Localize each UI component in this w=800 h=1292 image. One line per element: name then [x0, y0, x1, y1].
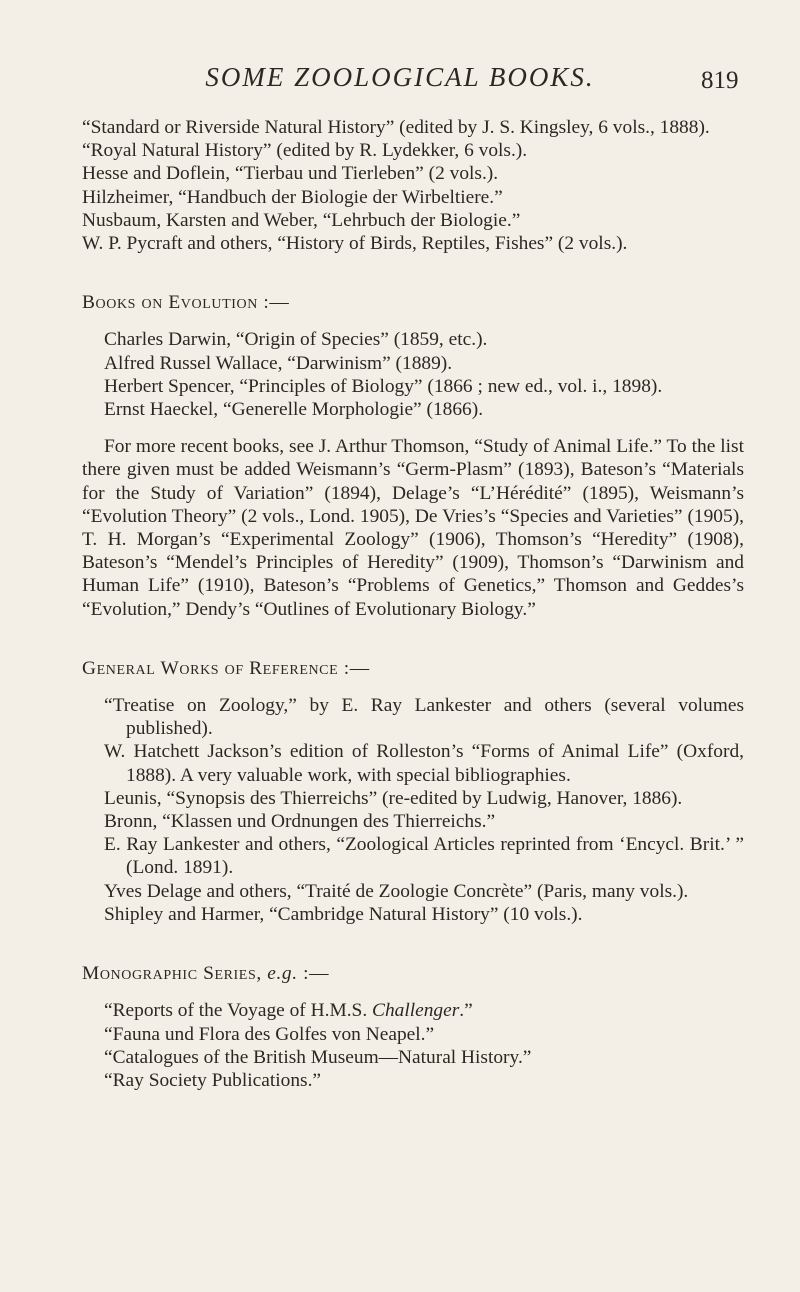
- section-heading-reference: General Works of Reference :—: [82, 657, 370, 679]
- list-item: W. Hatchett Jackson’s edition of Rolleston’s “Forms of Animal Life” (Oxford, 1888). A very valuable work, with special bibliographies.: [104, 741, 744, 786]
- list-item: Alfred Russel Wallace, “Darwinism” (1889).: [104, 352, 453, 374]
- entry-text: “Reports of the Voyage of H.M.S.: [104, 1000, 373, 1022]
- section-heading-monographic: [82, 962, 744, 985]
- list-item: “Treatise on Zoology,” by E. Ray Lankester and others (several volumes published).: [104, 695, 744, 740]
- section-heading-evolution: Books on Evolution :—: [82, 292, 290, 314]
- natural-history-list: [82, 116, 744, 255]
- evolution-list: [82, 328, 744, 421]
- list-item: “Royal Natural History” (edited by R. Lydekker, 6 vols.).: [82, 140, 528, 162]
- list-item: Hesse and Doflein, “Tierbau und Tierleben” (2 vols.).: [82, 163, 499, 185]
- list-item: “Ray Society Publications.”: [104, 1069, 322, 1091]
- ship-name: Challenger: [372, 1000, 460, 1022]
- list-item: “Catalogues of the British Museum—Natural History.”: [104, 1046, 532, 1068]
- list-item: Hilzheimer, “Handbuch der Biologie der Wirbeltiere.”: [82, 186, 503, 208]
- evolution-paragraph-wrap: [82, 435, 744, 621]
- list-item: “Fauna und Flora des Golfes von Neapel.”: [104, 1023, 435, 1045]
- list-item: Herbert Spencer, “Principles of Biology” (1866 ; new ed., vol. i., 1898).: [104, 375, 663, 397]
- list-item: Nusbaum, Karsten and Weber, “Lehrbuch der Biologie.”: [82, 209, 521, 231]
- running-head: SOME ZOOLOGICAL BOOKS.: [205, 62, 595, 92]
- list-item: Leunis, “Synopsis des Thierreichs” (re-edited by Ludwig, Hanover, 1886).: [104, 787, 683, 809]
- list-item: [104, 999, 744, 1022]
- list-item: Bronn, “Klassen und Ordnungen des Thierreichs.”: [104, 811, 496, 833]
- page-body: [82, 116, 744, 1092]
- reference-list: [82, 694, 744, 926]
- list-item: E. Ray Lankester and others, “Zoological Articles reprinted from ‘Encycl. Brit.’ ” (Lond. 1891).: [104, 834, 744, 879]
- evolution-paragraph: For more recent books, see J. Arthur Thomson, “Study of Animal Life.” To the list there given must be added Weismann’s “Germ-Plasm” (1893), Bateson’s “Materials for the Study of Variation” (1894), Delage’s “L’Hérédité” (1895), Weismann’s “Evolution Theory” (2 vols., Lond. 1905), De Vries’s “Species and Varieties” (1905), T. H. Morgan’s “Experimental Zoology” (1906), Thomson’s “Heredity” (1908), Bateson’s “Mendel’s Principles of Heredity” (1909), Thomson’s “Darwinism and Human Life” (1910), Bateson’s “Problems of Genetics,” Thomson and Geddes’s “Evolution,” Dendy’s “Outlines of Evolutionary Biology.”: [82, 436, 744, 620]
- heading-tail: :—: [297, 963, 330, 985]
- list-item: Shipley and Harmer, “Cambridge Natural History” (10 vols.).: [104, 903, 583, 925]
- list-item: Ernst Haeckel, “Generelle Morphologie” (1866).: [104, 399, 484, 421]
- list-item: Yves Delage and others, “Traité de Zoologie Concrète” (Paris, many vols.).: [104, 880, 689, 902]
- list-item: W. P. Pycraft and others, “History of Birds, Reptiles, Fishes” (2 vols.).: [82, 233, 628, 255]
- list-item: Charles Darwin, “Origin of Species” (1859, etc.).: [104, 329, 488, 351]
- page-number: 819: [701, 67, 739, 94]
- list-item: “Standard or Riverside Natural History” (edited by J. S. Kingsley, 6 vols., 1888).: [82, 117, 710, 138]
- heading-eg: e.g.: [267, 963, 298, 985]
- monographic-list: [82, 999, 744, 1092]
- entry-text: .”: [459, 1000, 473, 1022]
- heading-text: Monographic Series,: [82, 963, 262, 985]
